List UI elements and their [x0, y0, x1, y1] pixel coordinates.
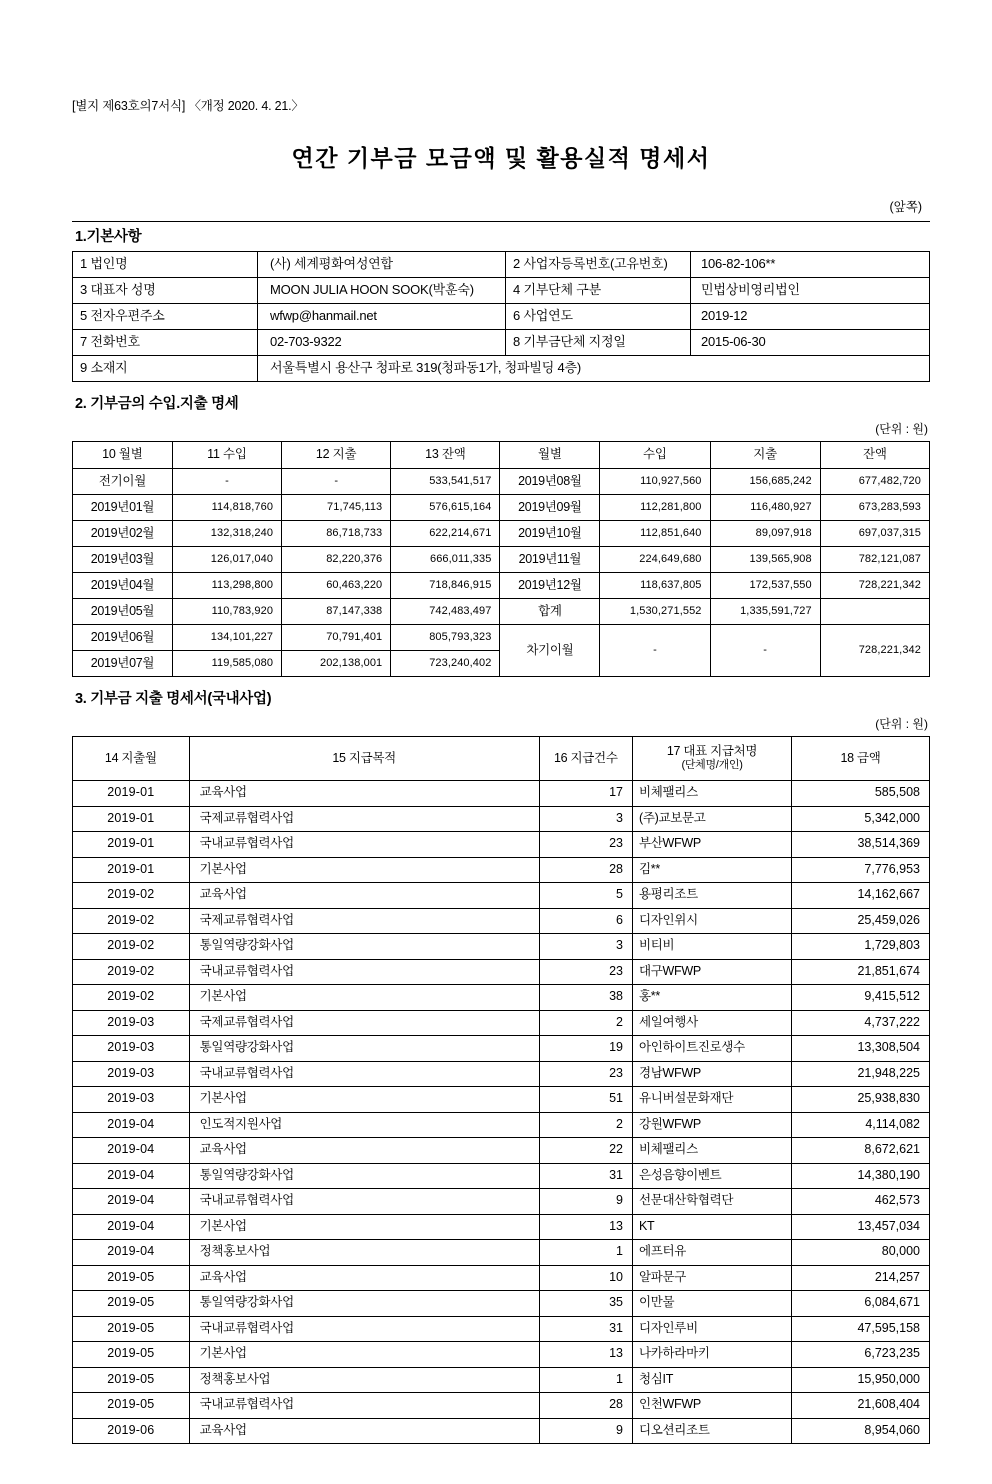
expense-detail-head: [73, 737, 930, 781]
basic-info-table: [72, 251, 930, 382]
cell-amount: 13,308,504: [792, 1036, 930, 1062]
basic-value-fiscal-year: 2019-12: [691, 304, 930, 330]
cell-purpose: 기본사업: [189, 1342, 539, 1368]
cell-r_month: 2019년10월: [500, 521, 600, 547]
table-row: [73, 278, 930, 304]
section-1-heading: 1.기본사항: [72, 221, 930, 251]
table-row: [73, 521, 930, 547]
table-row: [73, 1036, 930, 1062]
table-row: [73, 832, 930, 858]
cell-l_month: 2019년02월: [73, 521, 173, 547]
col-header-expense-month: 14 지출월: [73, 737, 190, 781]
cell-purpose: 교육사업: [189, 781, 539, 807]
table-row: [73, 1214, 930, 1240]
cell-amount: 21,948,225: [792, 1061, 930, 1087]
section-3-unit-note: (단위 : 원): [875, 717, 928, 731]
cell-payee: 나카하라마키: [632, 1342, 791, 1368]
cell-month: 2019-03: [73, 1010, 190, 1036]
cell-count: 13: [539, 1214, 632, 1240]
table-row: [73, 330, 930, 356]
cell-r_expense: 89,097,918: [710, 521, 820, 547]
cell-l_month: 2019년07월: [73, 651, 173, 677]
col-header-expense-left: 12 지출: [282, 442, 391, 469]
cell-l_income: 113,298,800: [172, 573, 281, 599]
cell-l_month: 2019년06월: [73, 625, 173, 651]
cell-payee: 에프터유: [632, 1240, 791, 1266]
cell-l_expense: 70,791,401: [282, 625, 391, 651]
cell-month: 2019-06: [73, 1418, 190, 1444]
cell-count: 2: [539, 1010, 632, 1036]
cell-r_expense: 156,685,242: [710, 469, 820, 495]
col-header-month-left: 10 월별: [73, 442, 173, 469]
section-3-heading: 3. 기부금 지출 명세서(국내사업): [75, 691, 272, 707]
cell-count: 31: [539, 1163, 632, 1189]
cell-r_balance: 728,221,342: [820, 625, 929, 677]
cell-amount: 21,608,404: [792, 1393, 930, 1419]
table-row: [73, 469, 930, 495]
table-row: [73, 356, 930, 382]
cell-payee: 디자인루비: [632, 1316, 791, 1342]
col-header-expense-right: 지출: [710, 442, 820, 469]
table-row: [73, 625, 930, 651]
cell-purpose: 교육사업: [189, 883, 539, 909]
cell-l_month: 전기이월: [73, 469, 173, 495]
table-row: [73, 304, 930, 330]
cell-l_month: 2019년05월: [73, 599, 173, 625]
table-row: [73, 1393, 930, 1419]
col-header-month-right: 월별: [500, 442, 600, 469]
cell-l_income: 132,318,240: [172, 521, 281, 547]
cell-month: 2019-02: [73, 985, 190, 1011]
table-row: [73, 934, 930, 960]
col-header-payee: [632, 737, 791, 781]
cell-count: 9: [539, 1418, 632, 1444]
cell-month: 2019-03: [73, 1036, 190, 1062]
cell-amount: 15,950,000: [792, 1367, 930, 1393]
section-2-heading: 2. 기부금의 수입.지출 명세: [75, 396, 239, 412]
basic-value-designation-date: 2015-06-30: [691, 330, 930, 356]
col-header-amount: 18 금액: [792, 737, 930, 781]
cell-l_expense: 71,745,113: [282, 495, 391, 521]
expense-detail-body: [73, 781, 930, 1444]
cell-purpose: 국제교류협력사업: [189, 1010, 539, 1036]
basic-value-biz-number: 106-82-106**: [691, 252, 930, 278]
cell-purpose: 국내교류협력사업: [189, 959, 539, 985]
cell-r_month: 2019년12월: [500, 573, 600, 599]
cell-purpose: 기본사업: [189, 1214, 539, 1240]
cell-l_income: -: [172, 469, 281, 495]
cell-month: 2019-02: [73, 959, 190, 985]
cell-payee: 부산WFWP: [632, 832, 791, 858]
cell-payee: 용평리조트: [632, 883, 791, 909]
cell-l_balance: 533,541,517: [391, 469, 500, 495]
table-row: [73, 1342, 930, 1368]
cell-amount: 5,342,000: [792, 806, 930, 832]
table-row: [73, 495, 930, 521]
basic-label-org-type: 4 기부단체 구분: [506, 278, 691, 304]
cell-month: 2019-01: [73, 806, 190, 832]
cell-payee: 디자인위시: [632, 908, 791, 934]
cell-l_income: 114,818,760: [172, 495, 281, 521]
cell-month: 2019-04: [73, 1214, 190, 1240]
cell-count: 10: [539, 1265, 632, 1291]
cell-count: 5: [539, 883, 632, 909]
cell-purpose: 통일역량강화사업: [189, 934, 539, 960]
cell-count: 9: [539, 1189, 632, 1215]
cell-month: 2019-03: [73, 1087, 190, 1113]
table-row: [73, 599, 930, 625]
table-row: [73, 857, 930, 883]
cell-l_income: 126,017,040: [172, 547, 281, 573]
section-2-unit-note: (단위 : 원): [875, 422, 928, 436]
cell-payee: 인천WFWP: [632, 1393, 791, 1419]
cell-count: 17: [539, 781, 632, 807]
cell-amount: 6,723,235: [792, 1342, 930, 1368]
cell-l_month: 2019년03월: [73, 547, 173, 573]
basic-value-email: wfwp@hanmail.net: [258, 304, 506, 330]
table-row: [73, 1265, 930, 1291]
cell-l_balance: 742,483,497: [391, 599, 500, 625]
cell-amount: 585,508: [792, 781, 930, 807]
cell-month: 2019-01: [73, 857, 190, 883]
table-row: [73, 252, 930, 278]
cell-r_income: 112,851,640: [600, 521, 710, 547]
table-row: [73, 883, 930, 909]
cell-payee: 이만물: [632, 1291, 791, 1317]
cell-r_income: -: [600, 625, 710, 677]
cell-payee: 세일여행사: [632, 1010, 791, 1036]
cell-r_income: 112,281,800: [600, 495, 710, 521]
col-header-income-right: 수입: [600, 442, 710, 469]
cell-month: 2019-02: [73, 908, 190, 934]
cell-amount: 8,672,621: [792, 1138, 930, 1164]
cell-purpose: 기본사업: [189, 857, 539, 883]
cell-payee: 디오션리조트: [632, 1418, 791, 1444]
cell-payee: 강원WFWP: [632, 1112, 791, 1138]
table-row: [73, 1087, 930, 1113]
cell-l_balance: 723,240,402: [391, 651, 500, 677]
cell-month: 2019-05: [73, 1265, 190, 1291]
cell-count: 23: [539, 959, 632, 985]
monthly-flow-head: [73, 442, 930, 469]
cell-amount: 14,380,190: [792, 1163, 930, 1189]
cell-month: 2019-05: [73, 1291, 190, 1317]
table-header-row: [73, 442, 930, 469]
cell-r_balance: 673,283,593: [820, 495, 929, 521]
cell-r_balance: 782,121,087: [820, 547, 929, 573]
col-header-income-left: 11 수입: [172, 442, 281, 469]
basic-value-corp-name: (사) 세계평화여성연합: [258, 252, 506, 278]
cell-payee: 대구WFWP: [632, 959, 791, 985]
cell-purpose: 국제교류협력사업: [189, 806, 539, 832]
table-row: [73, 985, 930, 1011]
cell-count: 13: [539, 1342, 632, 1368]
basic-value-org-type: 민법상비영리법인: [691, 278, 930, 304]
cell-count: 31: [539, 1316, 632, 1342]
table-row: [73, 1240, 930, 1266]
table-row: [73, 1010, 930, 1036]
cell-r_expense: 172,537,550: [710, 573, 820, 599]
cell-l_income: 134,101,227: [172, 625, 281, 651]
cell-count: 28: [539, 1393, 632, 1419]
table-row: [73, 1316, 930, 1342]
col-header-payee-main: 17 대표 지급처명: [666, 743, 758, 758]
table-row: [73, 573, 930, 599]
cell-purpose: 인도적지원사업: [189, 1112, 539, 1138]
cell-month: 2019-04: [73, 1112, 190, 1138]
table-row: [73, 1112, 930, 1138]
col-header-balance-right: 잔액: [820, 442, 929, 469]
basic-value-rep-name: MOON JULIA HOON SOOK(박훈숙): [258, 278, 506, 304]
cell-l_expense: 82,220,376: [282, 547, 391, 573]
cell-amount: 38,514,369: [792, 832, 930, 858]
cell-r_balance: 677,482,720: [820, 469, 929, 495]
cell-r_income: 110,927,560: [600, 469, 710, 495]
cell-amount: 6,084,671: [792, 1291, 930, 1317]
cell-count: 23: [539, 832, 632, 858]
cell-month: 2019-01: [73, 781, 190, 807]
cell-l_balance: 622,214,671: [391, 521, 500, 547]
cell-amount: 462,573: [792, 1189, 930, 1215]
cell-count: 6: [539, 908, 632, 934]
cell-l_balance: 666,011,335: [391, 547, 500, 573]
cell-payee: 은성음향이벤트: [632, 1163, 791, 1189]
cell-r_month: 차기이월: [500, 625, 600, 677]
basic-info-body: [73, 252, 930, 382]
cell-month: 2019-04: [73, 1240, 190, 1266]
cell-purpose: 국내교류협력사업: [189, 1189, 539, 1215]
basic-label-rep-name: 3 대표자 성명: [73, 278, 258, 304]
monthly-flow-body: [73, 469, 930, 677]
cell-payee: 아인하이트진로생수: [632, 1036, 791, 1062]
table-row: [73, 1367, 930, 1393]
table-header-row: [73, 737, 930, 781]
table-row: [73, 806, 930, 832]
cell-l_income: 110,783,920: [172, 599, 281, 625]
cell-purpose: 통일역량강화사업: [189, 1163, 539, 1189]
cell-purpose: 국내교류협력사업: [189, 832, 539, 858]
page-title: 연간 기부금 모금액 및 활용실적 명세서: [291, 145, 711, 171]
cell-r_balance: [820, 599, 929, 625]
basic-label-email: 5 전자우편주소: [73, 304, 258, 330]
cell-purpose: 국제교류협력사업: [189, 908, 539, 934]
cell-payee: 경남WFWP: [632, 1061, 791, 1087]
cell-r_expense: 139,565,908: [710, 547, 820, 573]
cell-r_month: 2019년11월: [500, 547, 600, 573]
cell-count: 3: [539, 934, 632, 960]
cell-r_expense: 116,480,927: [710, 495, 820, 521]
table-row: [73, 1189, 930, 1215]
cell-month: 2019-03: [73, 1061, 190, 1087]
cell-count: 28: [539, 857, 632, 883]
cell-payee: 청심IT: [632, 1367, 791, 1393]
cell-amount: 21,851,674: [792, 959, 930, 985]
cell-month: 2019-05: [73, 1316, 190, 1342]
cell-amount: 4,737,222: [792, 1010, 930, 1036]
cell-r_month: 2019년09월: [500, 495, 600, 521]
cell-payee: KT: [632, 1214, 791, 1240]
cell-l_month: 2019년01월: [73, 495, 173, 521]
cell-month: 2019-04: [73, 1189, 190, 1215]
basic-label-designation-date: 8 기부금단체 지정일: [506, 330, 691, 356]
cell-amount: 1,729,803: [792, 934, 930, 960]
cell-count: 38: [539, 985, 632, 1011]
cell-amount: 25,938,830: [792, 1087, 930, 1113]
table-row: [73, 1061, 930, 1087]
cell-month: 2019-01: [73, 832, 190, 858]
page-side-note: (앞쪽): [889, 200, 922, 214]
table-row: [73, 1291, 930, 1317]
cell-r_income: 224,649,680: [600, 547, 710, 573]
cell-r_month: 합계: [500, 599, 600, 625]
basic-value-address: 서울특별시 용산구 청파로 319(청파동1가, 청파빌딩 4층): [258, 356, 930, 382]
cell-r_income: 1,530,271,552: [600, 599, 710, 625]
cell-payee: 알파문구: [632, 1265, 791, 1291]
cell-purpose: 기본사업: [189, 985, 539, 1011]
basic-label-biz-number: 2 사업자등록번호(고유번호): [506, 252, 691, 278]
cell-purpose: 교육사업: [189, 1265, 539, 1291]
cell-payee: 유니버설문화재단: [632, 1087, 791, 1113]
cell-month: 2019-05: [73, 1367, 190, 1393]
cell-count: 2: [539, 1112, 632, 1138]
cell-amount: 47,595,158: [792, 1316, 930, 1342]
cell-count: 35: [539, 1291, 632, 1317]
table-row: [73, 908, 930, 934]
cell-amount: 9,415,512: [792, 985, 930, 1011]
table-row: [73, 959, 930, 985]
cell-r_expense: -: [710, 625, 820, 677]
cell-l_expense: 60,463,220: [282, 573, 391, 599]
cell-r_month: 2019년08월: [500, 469, 600, 495]
cell-r_income: 118,637,805: [600, 573, 710, 599]
col-header-payee-sub: (단체명/개인): [681, 759, 743, 772]
cell-l_month: 2019년04월: [73, 573, 173, 599]
cell-l_income: 119,585,080: [172, 651, 281, 677]
basic-label-fiscal-year: 6 사업연도: [506, 304, 691, 330]
basic-label-corp-name: 1 법인명: [73, 252, 258, 278]
table-row: [73, 1163, 930, 1189]
cell-month: 2019-02: [73, 883, 190, 909]
cell-l_balance: 805,793,323: [391, 625, 500, 651]
col-header-balance-left: 13 잔액: [391, 442, 500, 469]
cell-amount: 13,457,034: [792, 1214, 930, 1240]
cell-month: 2019-05: [73, 1342, 190, 1368]
form-number-label: [별지 제63호의7서식] 〈개정 2020. 4. 21.〉: [72, 99, 304, 113]
cell-count: 23: [539, 1061, 632, 1087]
cell-payee: (주)교보문고: [632, 806, 791, 832]
cell-count: 22: [539, 1138, 632, 1164]
cell-l_balance: 718,846,915: [391, 573, 500, 599]
cell-month: 2019-04: [73, 1138, 190, 1164]
expense-detail-table: [72, 736, 930, 1444]
table-row: [73, 1138, 930, 1164]
cell-r_expense: 1,335,591,727: [710, 599, 820, 625]
cell-month: 2019-04: [73, 1163, 190, 1189]
cell-purpose: 통일역량강화사업: [189, 1291, 539, 1317]
cell-count: 3: [539, 806, 632, 832]
col-header-purpose: 15 지급목적: [189, 737, 539, 781]
cell-count: 19: [539, 1036, 632, 1062]
cell-amount: 8,954,060: [792, 1418, 930, 1444]
cell-purpose: 정책홍보사업: [189, 1367, 539, 1393]
cell-payee: 김**: [632, 857, 791, 883]
cell-l_expense: 86,718,733: [282, 521, 391, 547]
cell-payee: 선문대산학협력단: [632, 1189, 791, 1215]
cell-purpose: 통일역량강화사업: [189, 1036, 539, 1062]
cell-purpose: 교육사업: [189, 1138, 539, 1164]
cell-amount: 214,257: [792, 1265, 930, 1291]
basic-label-address: 9 소재지: [73, 356, 258, 382]
cell-payee: 비티비: [632, 934, 791, 960]
cell-amount: 4,114,082: [792, 1112, 930, 1138]
monthly-flow-table: [72, 441, 930, 677]
cell-r_balance: 728,221,342: [820, 573, 929, 599]
cell-r_balance: 697,037,315: [820, 521, 929, 547]
basic-value-phone: 02-703-9322: [258, 330, 506, 356]
basic-label-phone: 7 전화번호: [73, 330, 258, 356]
cell-purpose: 정책홍보사업: [189, 1240, 539, 1266]
cell-month: 2019-05: [73, 1393, 190, 1419]
cell-amount: 80,000: [792, 1240, 930, 1266]
cell-count: 1: [539, 1240, 632, 1266]
cell-l_expense: 202,138,001: [282, 651, 391, 677]
cell-purpose: 기본사업: [189, 1087, 539, 1113]
cell-count: 1: [539, 1367, 632, 1393]
cell-l_expense: -: [282, 469, 391, 495]
cell-payee: 비체팰리스: [632, 781, 791, 807]
cell-amount: 14,162,667: [792, 883, 930, 909]
cell-amount: 25,459,026: [792, 908, 930, 934]
cell-purpose: 국내교류협력사업: [189, 1316, 539, 1342]
cell-purpose: 국내교류협력사업: [189, 1061, 539, 1087]
table-row: [73, 781, 930, 807]
cell-l_balance: 576,615,164: [391, 495, 500, 521]
col-header-count: 16 지급건수: [539, 737, 632, 781]
table-row: [73, 547, 930, 573]
cell-payee: 비체팰리스: [632, 1138, 791, 1164]
cell-l_expense: 87,147,338: [282, 599, 391, 625]
cell-purpose: 국내교류협력사업: [189, 1393, 539, 1419]
cell-payee: 홍**: [632, 985, 791, 1011]
table-row: [73, 1418, 930, 1444]
cell-count: 51: [539, 1087, 632, 1113]
cell-month: 2019-02: [73, 934, 190, 960]
cell-amount: 7,776,953: [792, 857, 930, 883]
cell-purpose: 교육사업: [189, 1418, 539, 1444]
